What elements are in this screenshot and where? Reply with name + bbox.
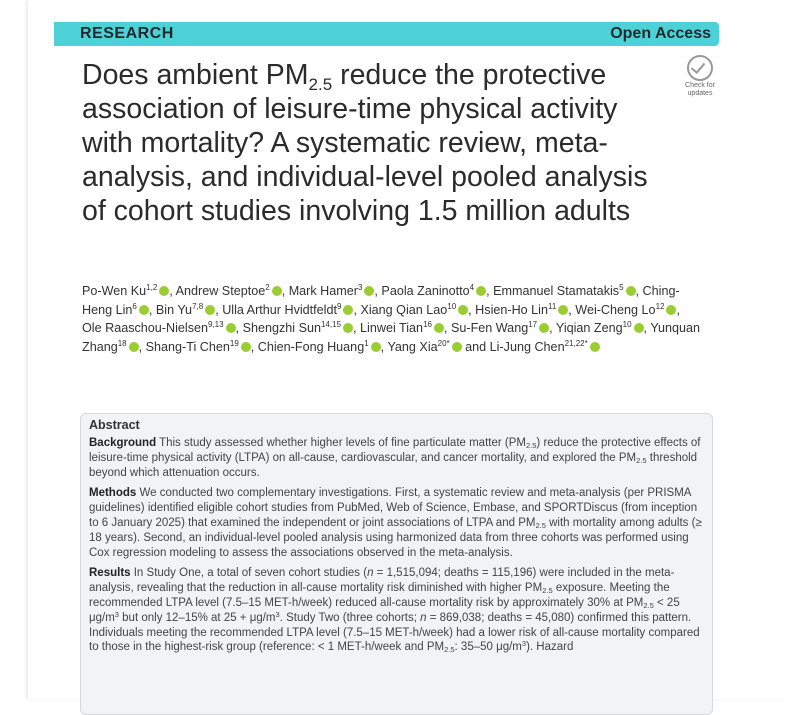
author-name[interactable]: Mark Hamer <box>288 284 358 298</box>
author-separator: , <box>468 302 476 317</box>
author-affiliation: 10 <box>622 320 632 330</box>
author-separator: , <box>148 302 156 317</box>
author-affiliation: 17 <box>528 320 538 330</box>
author-affiliation: 3 <box>357 283 363 292</box>
results-segment: n <box>367 567 374 580</box>
results-segment: = 1,515,094; deaths = 115,196) were included in the meta-analysis, revealing that the reduction in all-cause mortality risk diminished with higher PM <box>89 567 675 595</box>
methods-segment: 2.5 <box>535 520 546 530</box>
author-affiliation: 9,13 <box>208 320 224 330</box>
background-text <box>89 437 701 479</box>
abstract-results <box>89 566 704 655</box>
methods-text <box>89 487 702 558</box>
open-access-label[interactable]: Open Access <box>610 25 711 42</box>
author-affiliation: 2 <box>265 283 270 292</box>
author-separator: , <box>635 284 643 298</box>
author-separator: , <box>169 284 176 298</box>
background-label: Background <box>89 437 157 449</box>
author-affiliation: 18 <box>117 339 127 349</box>
results-segment: but only 12–15% at 25 + μg/m <box>118 611 276 624</box>
background-segment: 2.5 <box>636 455 647 465</box>
check-for-updates-badge[interactable] <box>680 55 720 95</box>
article-type-banner <box>54 22 719 46</box>
abstract-heading: Abstract <box>89 418 140 432</box>
orcid-icon[interactable] <box>129 342 139 352</box>
author-name[interactable]: Wei-Cheng Lo <box>575 302 656 317</box>
author-name[interactable]: Ching-Heng Lin <box>82 284 680 317</box>
orcid-icon[interactable] <box>139 305 149 315</box>
results-segment: 2.5 <box>444 645 455 655</box>
orcid-icon[interactable] <box>241 342 251 352</box>
author-name[interactable]: Yunquan Zhang <box>82 321 701 355</box>
author-name[interactable]: Shengzhi Sun <box>242 321 322 336</box>
author-separator: , <box>235 321 243 336</box>
author-separator: , <box>486 284 494 298</box>
orcid-icon[interactable] <box>539 323 549 333</box>
author-separator: and <box>461 340 490 355</box>
author-name[interactable]: Ulla Arthur Hvidtfeldt <box>222 302 337 317</box>
title-part2: reduce the protective association of leisure-time physical activity with mortality? A systematic review, meta-analysis, and individual-level pooled analysis of cohort studies involving 1.5 million adults <box>82 59 648 227</box>
results-segment: 2.5 <box>643 600 654 610</box>
author-affiliation: 4 <box>469 283 475 292</box>
abstract-box <box>80 413 713 715</box>
orcid-icon[interactable] <box>666 305 676 315</box>
author-affiliation: 19 <box>229 339 239 349</box>
results-segment: : 35–50 μg/m <box>454 641 522 654</box>
author-name[interactable]: Hsien-Ho Lin <box>475 302 548 317</box>
orcid-icon[interactable] <box>343 323 353 333</box>
author-affiliation: 9 <box>336 301 342 311</box>
author-name[interactable]: Li-Jung Chen <box>489 340 565 355</box>
orcid-icon[interactable] <box>272 286 282 296</box>
orcid-icon[interactable] <box>634 323 644 333</box>
author-name[interactable]: Shang-Ti Chen <box>145 340 230 355</box>
results-segment: 2.5 <box>542 586 553 596</box>
author-separator: , <box>643 321 651 336</box>
author-name[interactable]: Xiang Qian Lao <box>360 302 448 317</box>
author-name[interactable]: Ole Raaschou-Nielsen <box>82 321 208 336</box>
methods-segment: We conducted two complementary investigations. First, a systematic review and meta-analysis (per PRISMA guidelines) identified eligible cohort studies from PubMed, Web of Science, Embase, and SPORTDiscus (from inception to 6 January 2025) that examined the independent or joint associations of LTPA and PM <box>89 487 698 529</box>
badge-line1: Check for <box>685 82 715 89</box>
author-name[interactable]: Chien-Fong Huang <box>257 340 365 355</box>
results-label: Results <box>89 567 131 580</box>
results-segment: exposure. Meeting the recommended LTPA level (7.5–15 MET-h/week) reduced all-cause mortality risk by approximately 30% at PM <box>89 582 670 609</box>
badge-line2: updates <box>687 90 713 97</box>
author-affiliation: 7,8 <box>192 301 204 311</box>
orcid-icon[interactable] <box>343 305 353 315</box>
author-name[interactable]: Paola Zaninotto <box>381 284 470 298</box>
orcid-icon[interactable] <box>226 323 236 333</box>
orcid-icon[interactable] <box>371 342 381 352</box>
results-segment: 3 <box>275 609 280 619</box>
author-separator: , <box>676 302 680 317</box>
author-separator: , <box>215 302 223 317</box>
methods-label: Methods <box>89 487 137 500</box>
author-name[interactable]: Yiqian Zeng <box>555 321 623 336</box>
author-separator: , <box>380 340 388 355</box>
orcid-icon[interactable] <box>626 286 636 296</box>
author-separator: , <box>374 284 382 298</box>
methods-segment: with mortality among adults (≥ 18 years). Second, an individual-level pooled analysis using harmonized data from three cohorts was performed using Cox regression modeling to assess the associations observed in the meta-analysis. <box>89 516 702 559</box>
author-affiliation: 20* <box>437 339 450 349</box>
background-segment: This study assessed whether higher levels of fine particulate matter (PM <box>156 437 526 449</box>
author-name[interactable]: Linwei Tian <box>360 321 424 336</box>
article-title <box>82 58 672 228</box>
author-name[interactable]: Po-Wen Ku <box>82 284 147 298</box>
author-affiliation: 16 <box>423 320 432 330</box>
author-affiliation: 21,22* <box>564 339 588 349</box>
author-separator: , <box>250 340 258 355</box>
author-separator: , <box>281 284 289 298</box>
author-affiliation: 11 <box>547 301 557 311</box>
results-segment: In Study One, a total of seven cohort studies ( <box>130 567 368 580</box>
author-affiliation: 5 <box>619 283 624 292</box>
results-segment: = 869,038; deaths = 45,080) confirmed this pattern. Individuals meeting the recommended LTPA level (7.5–15 MET-h/week) had a lower risk of all-cause mortality compared to those in the highest-risk group (reference: < 1 MET-h/week and PM <box>89 611 700 654</box>
author-name[interactable]: Andrew Steptoe <box>175 284 266 298</box>
background-segment: ) reduce the protective effects of leisure-time physical activity (LTPA) on all-cause, cardiovascular, and cancer mortality, and explored the PM <box>89 437 701 464</box>
author-separator: , <box>138 340 146 355</box>
orcid-icon[interactable] <box>205 305 215 315</box>
title-subscript: 2.5 <box>308 75 333 94</box>
author-affiliation: 6 <box>132 301 137 311</box>
author-affiliation: 1,2 <box>146 283 158 292</box>
orcid-icon[interactable] <box>558 305 568 315</box>
results-text <box>89 567 700 653</box>
results-segment: 3 <box>114 609 119 619</box>
abstract-background <box>89 436 704 480</box>
results-segment: ). Hazard <box>526 641 574 654</box>
background-segment: threshold beyond which attenuation occurs. <box>89 451 698 479</box>
check-updates-icon <box>687 55 713 81</box>
author-affiliation: 1 <box>364 339 369 349</box>
title-part1: Does ambient PM <box>82 59 309 91</box>
author-name[interactable]: Su-Fen Wang <box>450 321 529 336</box>
author-name[interactable]: Bin Yu <box>155 302 193 317</box>
author-name[interactable]: Yang Xia <box>387 340 438 355</box>
results-segment: < 25 μg/m <box>89 596 680 624</box>
author-list <box>82 282 702 357</box>
author-affiliation: 14,15 <box>321 320 342 330</box>
author-affiliation: 12 <box>655 301 665 311</box>
orcid-icon[interactable] <box>434 323 444 333</box>
orcid-icon[interactable] <box>476 286 486 296</box>
results-segment: . Study Two (three cohorts; <box>279 611 421 624</box>
orcid-icon[interactable] <box>458 305 468 315</box>
orcid-icon[interactable] <box>364 286 374 296</box>
author-affiliation: 10 <box>447 301 457 311</box>
author-name[interactable]: Emmanuel Stamatakis <box>493 284 620 298</box>
article-type-label: RESEARCH <box>80 25 174 42</box>
orcid-icon[interactable] <box>590 342 600 352</box>
author-separator: , <box>443 321 451 336</box>
abstract-methods <box>89 486 704 560</box>
author-separator: , <box>568 302 576 317</box>
results-segment: n <box>420 611 427 624</box>
author-separator: , <box>353 321 361 336</box>
author-separator: , <box>353 302 361 317</box>
results-segment: 3 <box>521 639 527 649</box>
author-separator: , <box>549 321 556 336</box>
orcid-icon[interactable] <box>159 286 169 296</box>
orcid-icon[interactable] <box>452 342 462 352</box>
background-segment: 2.5 <box>525 441 537 450</box>
